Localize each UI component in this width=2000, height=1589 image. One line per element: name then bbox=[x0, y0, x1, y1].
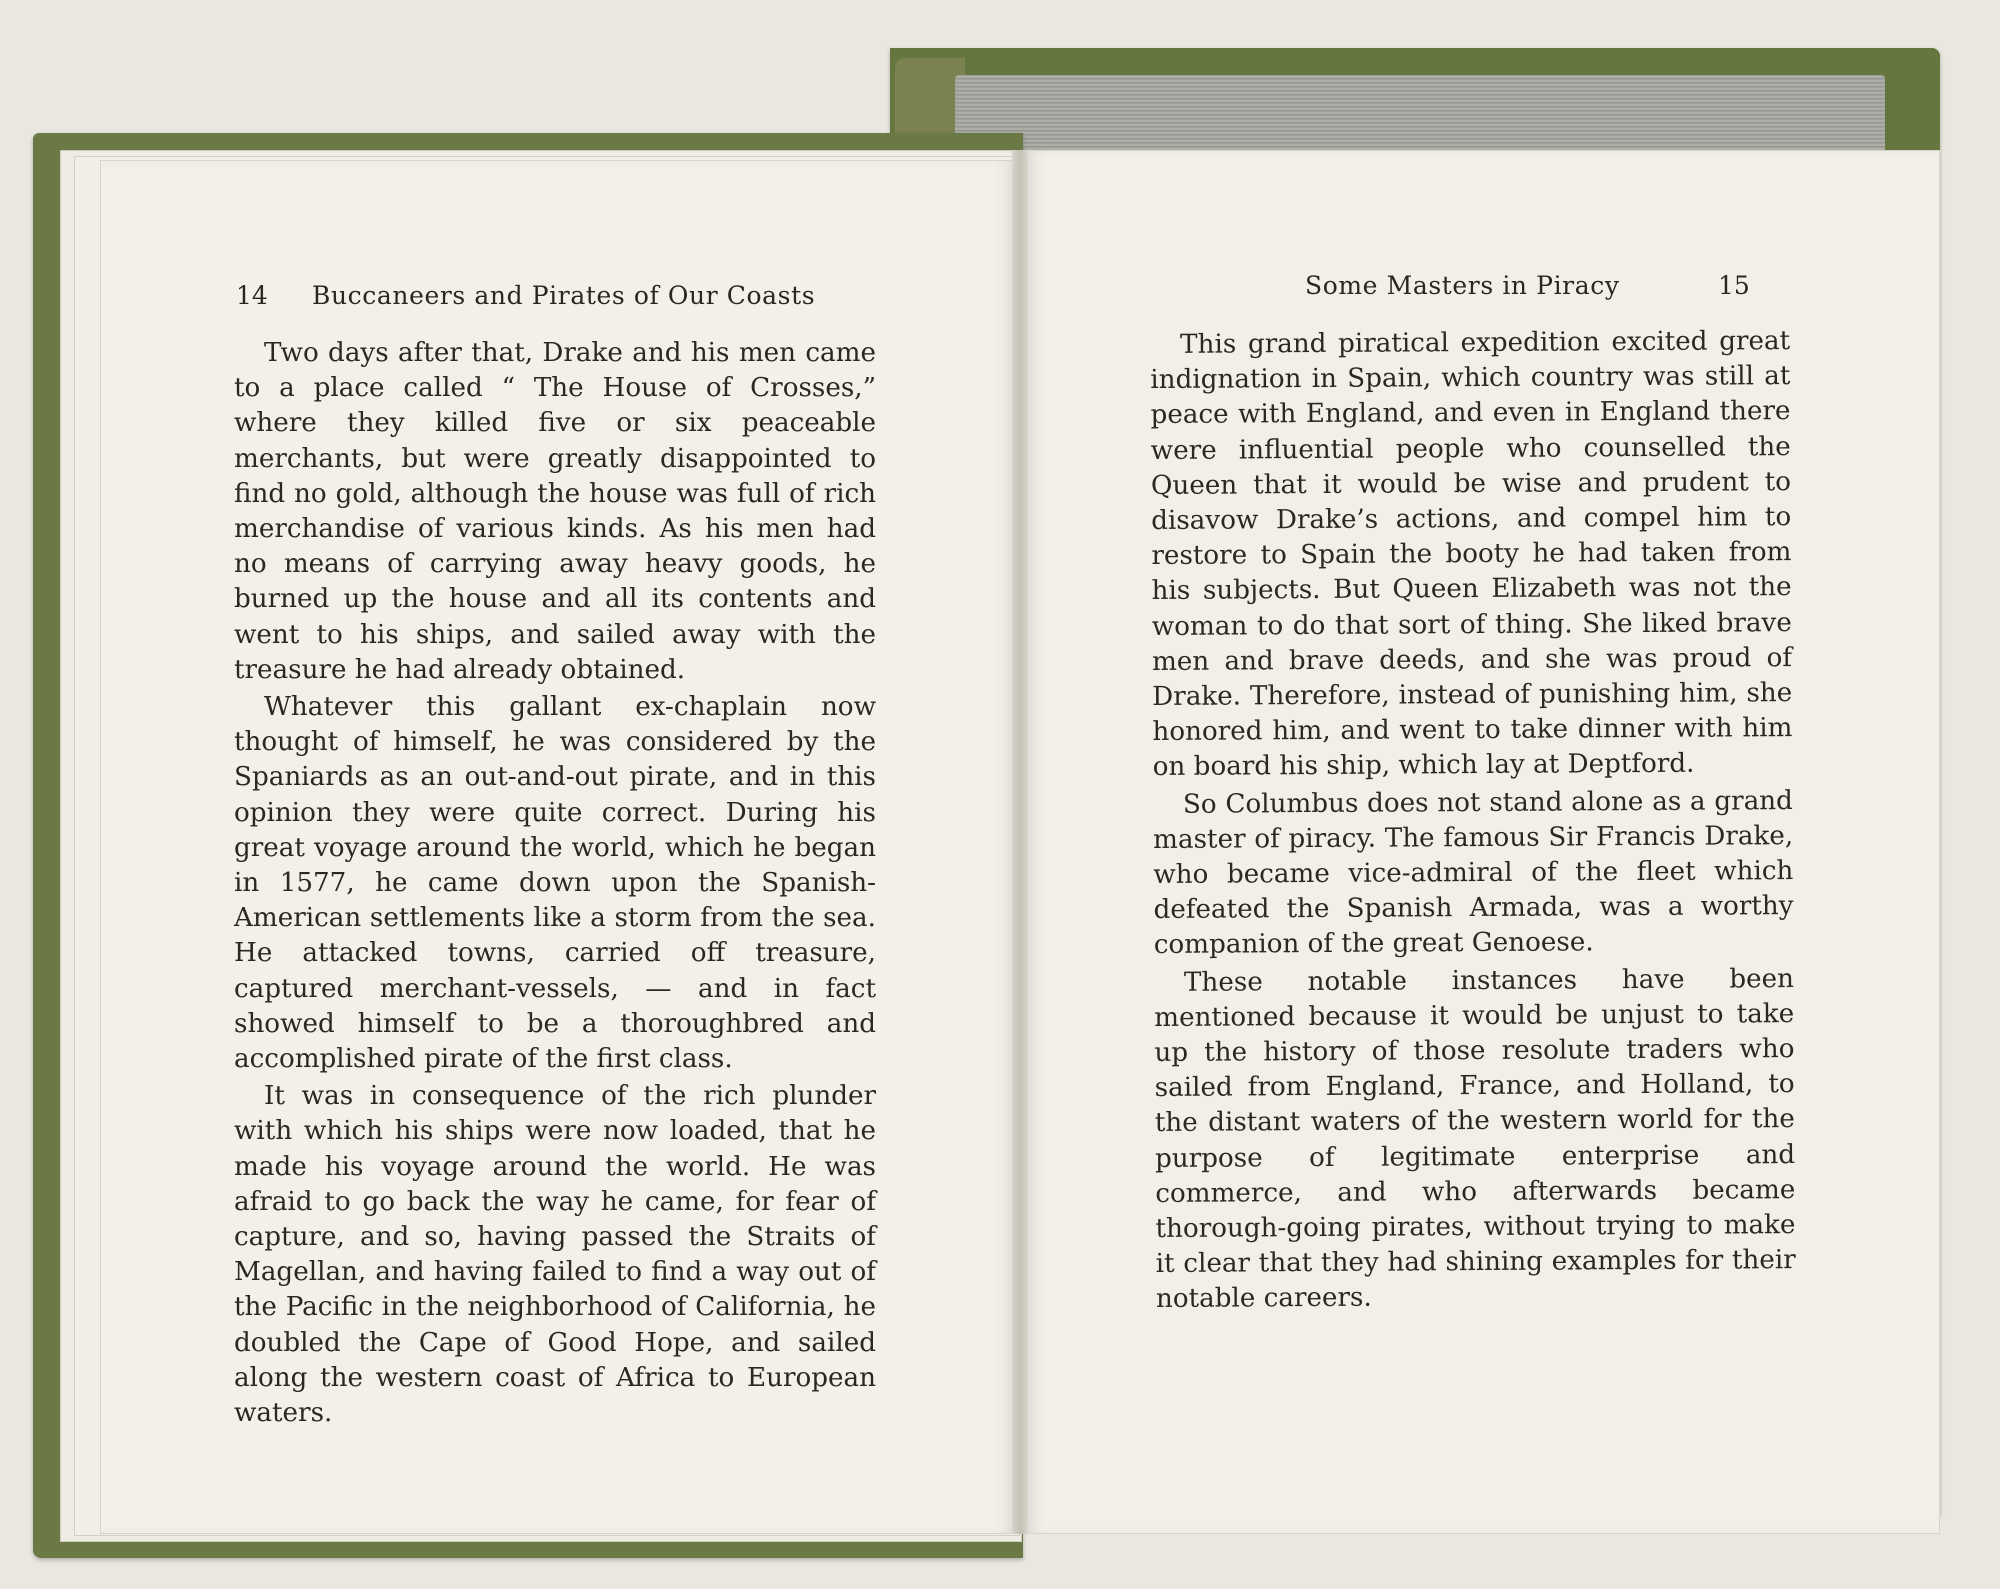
paragraph: It was in consequence of the rich plunder with which his ships were now loaded, that he made his voyage around the world. He was afraid to go back the way he came, for fear of capture, and so, having passed the Straits of Magellan, and having failed to find a way out of the Pacific in the neighborhood of California, he doubled the Cape of Good Hope, and sailed along the western coast of Africa to European waters. bbox=[234, 1081, 876, 1429]
left-page-text bbox=[234, 336, 876, 1431]
right-page-text bbox=[1150, 324, 1796, 1318]
paragraph: This grand piratical expedition excited great indignation in Spain, which country was still at peace with England, and even in England there were influential people who counselled the Queen that it would be wise and prudent to disavow Drake’s actions, and compel him to restore to Spain the booty he had taken from his subjects. But Queen Elizabeth was not the woman to do that sort of thing. She liked brave men and brave deeds, and she was proud of Drake. Therefore, instead of punishing him, she honored him, and went to take dinner with him on board his ship, which lay at Deptford. bbox=[1150, 326, 1793, 783]
right-page-number: 15 bbox=[1718, 271, 1750, 300]
gutter bbox=[1012, 150, 1028, 1534]
left-page-number: 14 bbox=[236, 281, 268, 310]
right-running-head: Some Masters in Piracy bbox=[1305, 271, 1620, 300]
left-running-head: Buccaneers and Pirates of Our Coasts bbox=[312, 281, 816, 310]
page-block-edge bbox=[955, 75, 1885, 160]
paragraph: So Columbus does not stand alone as a grand master of piracy. The famous Sir Francis Drake, who became vice-admiral of the fleet which defeated the Spanish Armada, was a worthy companion of the great Genoese. bbox=[1153, 785, 1794, 961]
paragraph: These notable instances have been mentioned because it would be unjust to take up the history of those resolute traders who sailed from England, France, and Holland, to the distant waters of the western world for the purpose of legitimate enterprise and commerce, and who afterwards became thorough-going pirates, without trying to make it clear that they had shining examples for their notable careers. bbox=[1154, 963, 1796, 1315]
paragraph: Two days after that, Drake and his men came to a place called “ The House of Crosses,” where they killed five or six peaceable merchants, but were greatly disappointed to find no gold, although the house was full of rich merchandise of various kinds. As his men had no means of carrying away heavy goods, he burned up the house and all its contents and went to his ships, and sailed away with the treasure he had already obtained. bbox=[234, 338, 876, 685]
paragraph: Whatever this gallant ex-chaplain now thought of himself, he was considered by the Spaniards as an out-and-out pirate, and in this opinion they were quite correct. During his great voyage around the world, which he began in 1577, he came down upon the Spanish-American settlements like a storm from the sea. He attacked towns, carried off treasure, captured merchant-vessels, — and in fact showed himself to be a thoroughbred and accomplished pirate of the first class. bbox=[234, 692, 876, 1075]
